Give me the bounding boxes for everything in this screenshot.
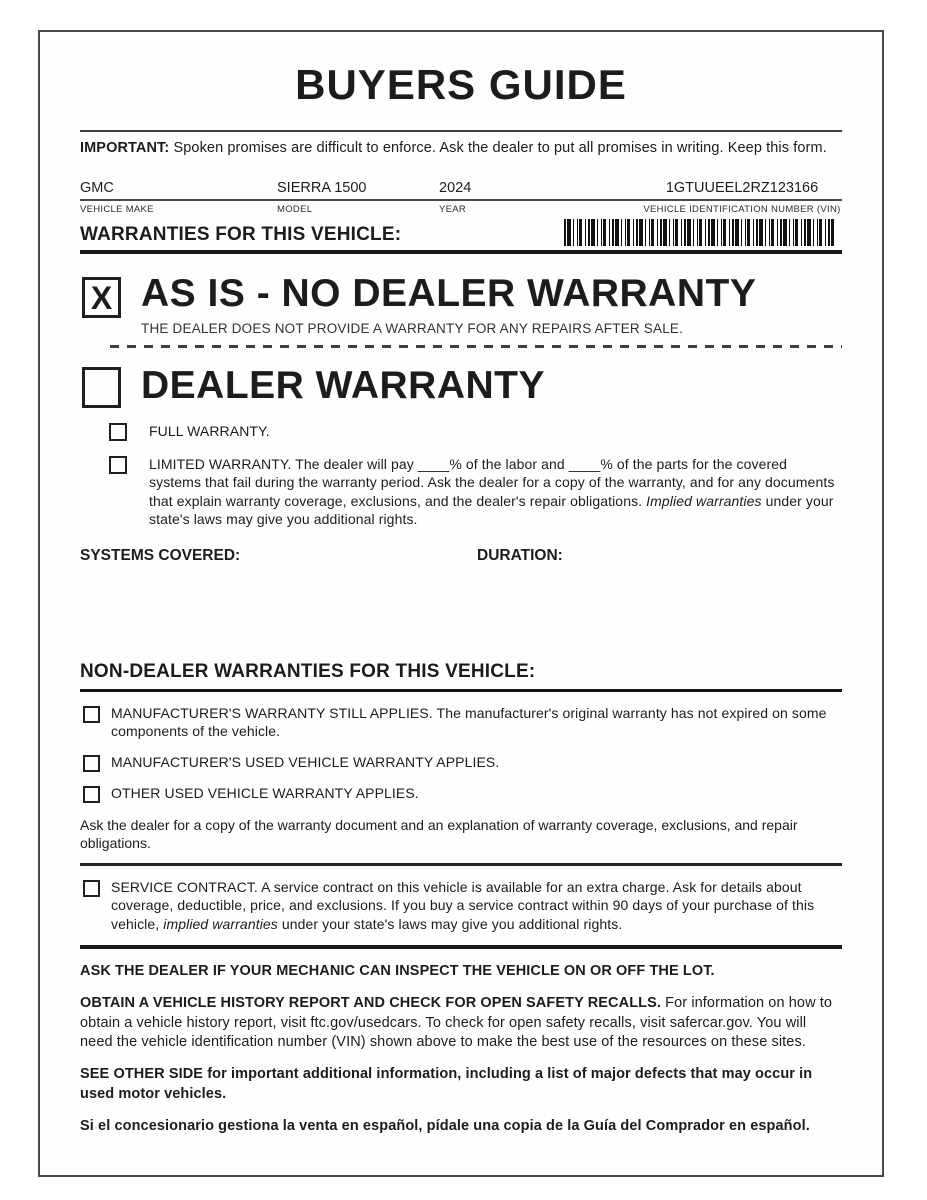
other-used-warranty-option [80,784,842,803]
limited-warranty-italic: Implied warranties [646,492,762,509]
as-is-subtitle: THE DEALER DOES NOT PROVIDE A WARRANTY FOR ANY REPAIRS AFTER SALE. [141,320,684,336]
vehicle-year-label: YEAR [439,204,467,216]
as-is-checkbox[interactable] [82,277,121,318]
dashed-divider [110,345,842,348]
as-is-section [80,274,842,336]
vin-barcode [564,219,834,246]
mechanic-inspect-text: ASK THE DEALER IF YOUR MECHANIC CAN INSPECT THE VEHICLE ON OR OFF THE LOT. [80,963,715,980]
divider [80,250,842,254]
warranty-document-note: Ask the dealer for a copy of the warranty document and an explanation of warranty coverage, exclusions, and repair obligations. [80,816,798,852]
manufacturer-used-warranty-label: MANUFACTURER'S USED VEHICLE WARRANTY APPLIES. [111,753,500,770]
manufacturer-used-warranty-option [80,753,842,772]
as-is-checkbox-mark: X [90,279,113,316]
systems-covered-blank-area [80,565,842,661]
manufacturer-warranty-option [80,704,842,741]
page-title: BUYERS GUIDE [295,61,627,108]
other-used-warranty-checkbox[interactable] [83,786,100,803]
full-warranty-checkbox[interactable] [109,423,127,441]
limited-warranty-checkbox[interactable] [109,456,127,474]
full-warranty-label: FULL WARRANTY. [149,422,270,439]
limited-warranty-text: LIMITED WARRANTY. The dealer will pay ____% of the labor and ____% of the parts for the covered systems that fail during the warranty period. Ask the dealer for a copy of the warranty, and for any documents that explain warranty coverage, exclusions, and the dealer's repair obligations. Implied warranties under your state's laws may give you additional rights. [149,455,835,528]
vehicle-model-value: SIERRA 1500 [277,180,367,197]
warranties-heading: WARRANTIES FOR THIS VEHICLE: [80,224,402,246]
systems-covered-label: SYSTEMS COVERED: [80,546,241,564]
buyers-guide-form [38,30,884,1177]
vehicle-info-labels [80,201,842,215]
divider [80,689,842,692]
vehicle-make-label: VEHICLE MAKE [80,204,154,216]
non-dealer-heading: NON-DEALER WARRANTIES FOR THIS VEHICLE: [80,660,536,682]
duration-label: DURATION: [477,546,563,564]
vehicle-history-text: OBTAIN A VEHICLE HISTORY REPORT AND CHECK FOR OPEN SAFETY RECALLS. For information on how to obtain a vehicle history report, visit ftc.gov/usedcars. To check for open safety recalls, visit safercar.gov. You will need the vehicle identification number (VIN) shown above to make the best use of the resources on these sites. [80,995,833,1050]
divider [80,863,842,866]
dealer-warranty-section [80,364,842,408]
vehicle-vin-label: VEHICLE IDENTIFICATION NUMBER (VIN) [643,204,841,216]
as-is-title: AS IS - NO DEALER WARRANTY [141,272,757,316]
manufacturer-warranty-label: MANUFACTURER'S WARRANTY STILL APPLIES. The manufacturer's original warranty has not expired on some components of the vehicle. [111,704,827,740]
vehicle-model-label: MODEL [277,204,313,216]
vehicle-history-bold: OBTAIN A VEHICLE HISTORY REPORT AND CHECK FOR OPEN SAFETY RECALLS. [80,995,662,1012]
important-text: Spoken promises are difficult to enforce. Ask the dealer to put all promises in writing. Keep this form. [173,140,827,157]
limited-warranty-option [80,455,842,529]
divider [80,130,842,132]
other-used-warranty-label: OTHER USED VEHICLE WARRANTY APPLIES. [111,784,419,801]
spanish-notice-text: Si el concesionario gestiona la venta en español, pídale una copia de la Guía del Comprador en español. [80,1117,810,1134]
service-contract-text: SERVICE CONTRACT. A service contract on this vehicle is available for an extra charge. Ask for details about coverage, deductible, price, and exclusions. If you buy a service contract within 90 days of your purchase of this vehicle, implied warranties under your state's laws may give you additional rights. [111,878,815,932]
vehicle-year-value: 2024 [439,180,472,197]
see-other-side-text: SEE OTHER SIDE for important additional information, including a list of major defects that may occur in used motor vehicles. [80,1066,813,1102]
manufacturer-used-warranty-checkbox[interactable] [83,755,100,772]
divider [80,945,842,949]
manufacturer-warranty-checkbox[interactable] [83,706,100,723]
vehicle-vin-value: 1GTUUEEL2RZ123166 [665,180,819,197]
vehicle-make-value: GMC [80,180,114,197]
systems-duration-row [80,547,842,565]
dealer-warranty-checkbox[interactable] [82,367,121,408]
dealer-warranty-title: DEALER WARRANTY [141,364,545,408]
service-contract-checkbox[interactable] [83,880,100,897]
warranties-header-row [80,217,842,246]
service-contract-italic: implied warranties [163,915,278,932]
important-label: IMPORTANT: [80,140,170,157]
vehicle-info-values [80,180,842,201]
important-notice [80,140,842,156]
full-warranty-option [80,422,842,441]
service-contract-option [80,878,842,933]
